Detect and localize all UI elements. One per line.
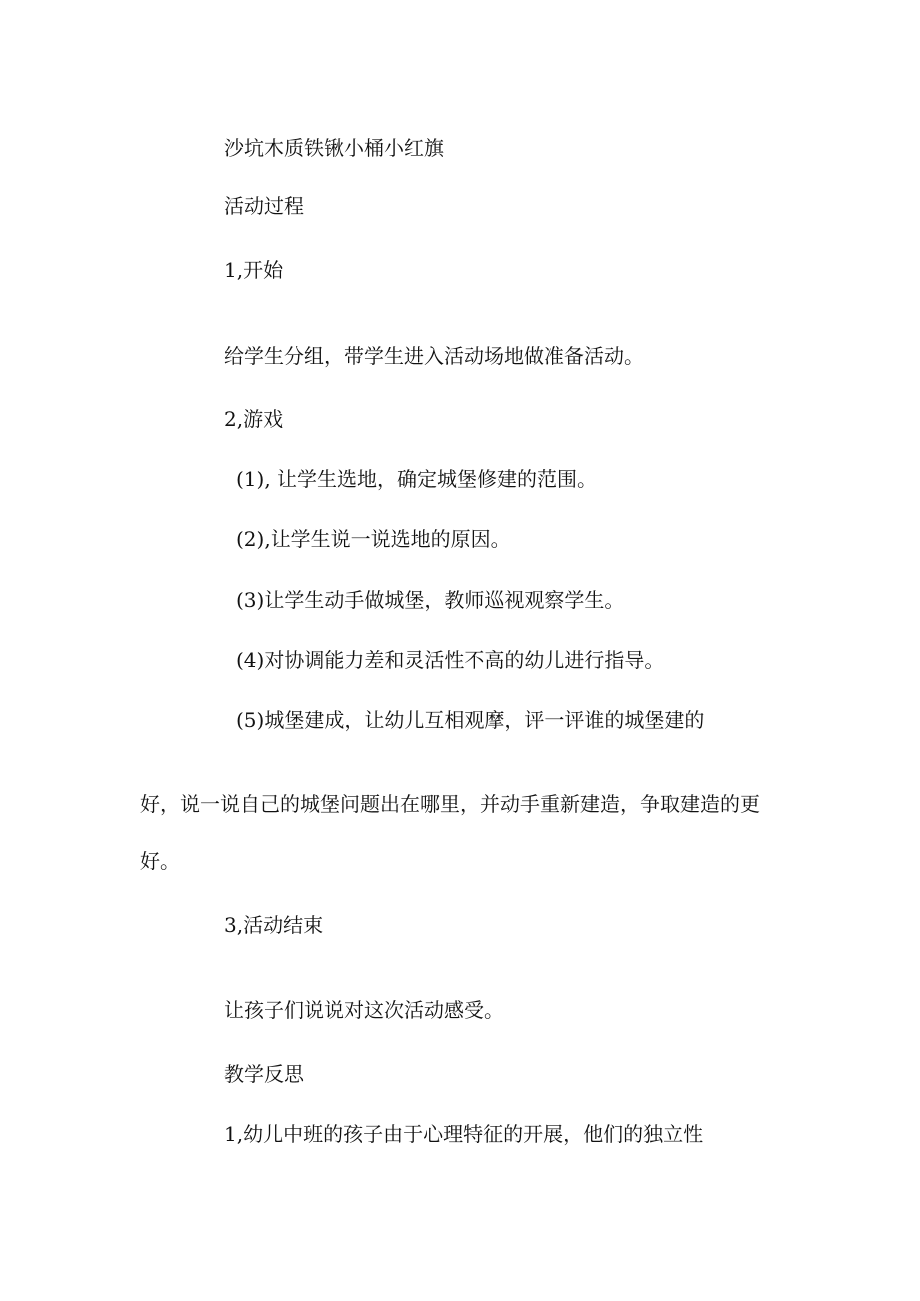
game-item-2: (2),让学生说一说选地的原因。 bbox=[236, 527, 511, 551]
heading-teaching-reflection: 教学反思 bbox=[224, 1062, 304, 1086]
game-item-5-end: 好。 bbox=[140, 849, 180, 873]
step-1-heading: 1,开始 bbox=[224, 258, 284, 282]
heading-activity-process: 活动过程 bbox=[224, 194, 304, 218]
game-item-5: (5)城堡建成，让幼儿互相观摩，评一评谁的城堡建的 bbox=[236, 708, 705, 732]
step-3-text: 让孩子们说说对这次活动感受。 bbox=[224, 998, 504, 1022]
game-item-5-continued: 好，说一说自己的城堡问题出在哪里，并动手重新建造，争取建造的更 bbox=[140, 792, 760, 816]
game-item-3: (3)让学生动手做城堡，教师巡视观察学生。 bbox=[236, 588, 625, 612]
reflection-item-1: 1,幼儿中班的孩子由于心理特征的开展，他们的独立性 bbox=[224, 1122, 704, 1146]
step-1-text: 给学生分组，带学生进入活动场地做准备活动。 bbox=[224, 344, 644, 368]
step-3-heading: 3,活动结束 bbox=[224, 913, 324, 937]
game-item-4: (4)对协调能力差和灵活性不高的幼儿进行指导。 bbox=[236, 648, 665, 672]
materials-line: 沙坑木质铁锹小桶小红旗 bbox=[224, 136, 444, 160]
step-2-heading: 2,游戏 bbox=[224, 407, 284, 431]
game-item-1: (1), 让学生选地，确定城堡修建的范围。 bbox=[236, 467, 598, 491]
